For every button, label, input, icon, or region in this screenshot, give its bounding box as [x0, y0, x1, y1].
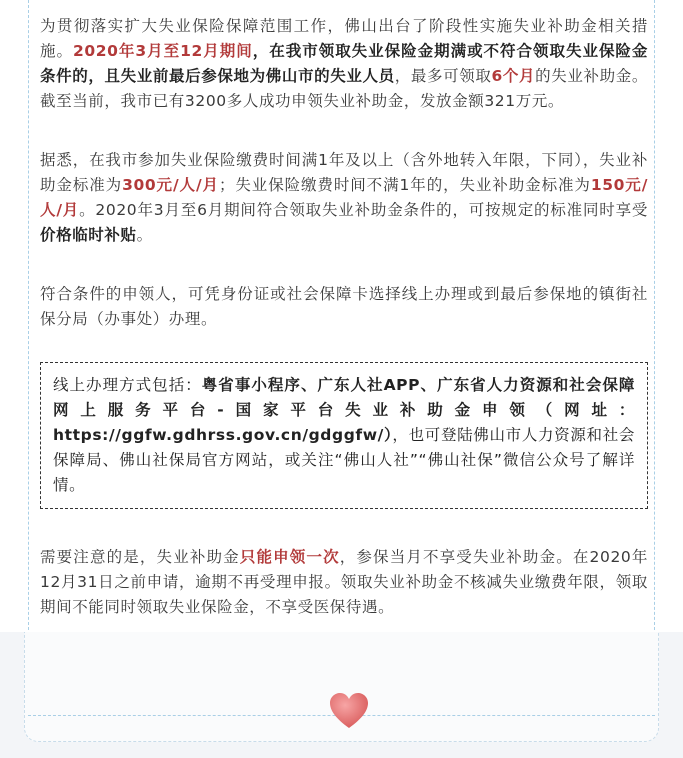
text-span: ，最多可领取	[394, 67, 492, 85]
highlight-amount-300: 300元/人/月	[122, 176, 219, 194]
highlight-amount-150: 150元/人/月	[40, 176, 648, 219]
online-channels-list: 粤省事小程序、广东人社APP、广东省人力资源和社会保障网上服务平台-国家平台失业补助金申领（网址：https://ggfw.gdhrss.gov.cn/gdggfw/）	[53, 376, 635, 444]
paragraph-standard	[40, 148, 648, 248]
text-span: ；失业保险缴费时间不满1年的，失业补助金标准为	[218, 176, 591, 194]
highlight-subsidy: 价格临时补贴	[40, 226, 137, 244]
text-span: 。2020年3月至6月期间符合领取失业补助金条件的，可按规定的标准同时享受	[79, 201, 648, 219]
text-span: 需要注意的是，失业补助金	[40, 548, 240, 566]
text-span: 符合条件的申领人，可凭身份证或社会保障卡选择线上办理或到最后参保地的镇街社保分局（办事处）办理。	[40, 285, 648, 328]
text-span: ，	[252, 42, 270, 60]
text-span: 。	[136, 226, 153, 244]
paragraph-how-to-apply	[40, 282, 648, 332]
online-channels-box	[40, 362, 648, 509]
text-span: 线上办理方式包括：	[53, 376, 202, 394]
paragraph-notice	[40, 545, 648, 620]
text-span: ，也可登陆佛山市人力资源和社会保障局、佛山社保局官方网站，或关注“佛山人社”“佛山社保”微信公众号了解详情。	[53, 426, 635, 494]
article-body	[40, 14, 648, 654]
text-span: ，参保当月不享受失业补助金。在2020年12月31日之前申请，逾期不再受理申报。领取失业补助金不核减失业缴费年限，领取期间不能同时领取失业保险金，不享受医保待遇。	[40, 548, 649, 616]
highlight-months: 6个月	[491, 67, 536, 85]
heart-icon	[327, 690, 371, 734]
paragraph-intro	[40, 14, 648, 114]
text-span: 为贯彻落实扩大失业保险保障范围工作，佛山出台了阶段性实施失业补助金相关措施。	[40, 17, 648, 60]
highlight-once-only: 只能申领一次	[239, 548, 340, 566]
text-span: 的失业补助金。截至当前，我市已有3200多人成功申领失业补助金，发放金额321万元。	[40, 67, 649, 110]
text-span: 据悉，在我市参加失业保险缴费时间满1年及以上（含外地转入年限，下同），失业补助金标准为	[40, 151, 648, 194]
highlight-period: 2020年3月至12月期间	[72, 42, 253, 60]
highlight-eligibility: 在我市领取失业保险金期满或不符合领取失业保险金条件的，且失业前最后参保地为佛山市的失业人员	[40, 42, 649, 85]
